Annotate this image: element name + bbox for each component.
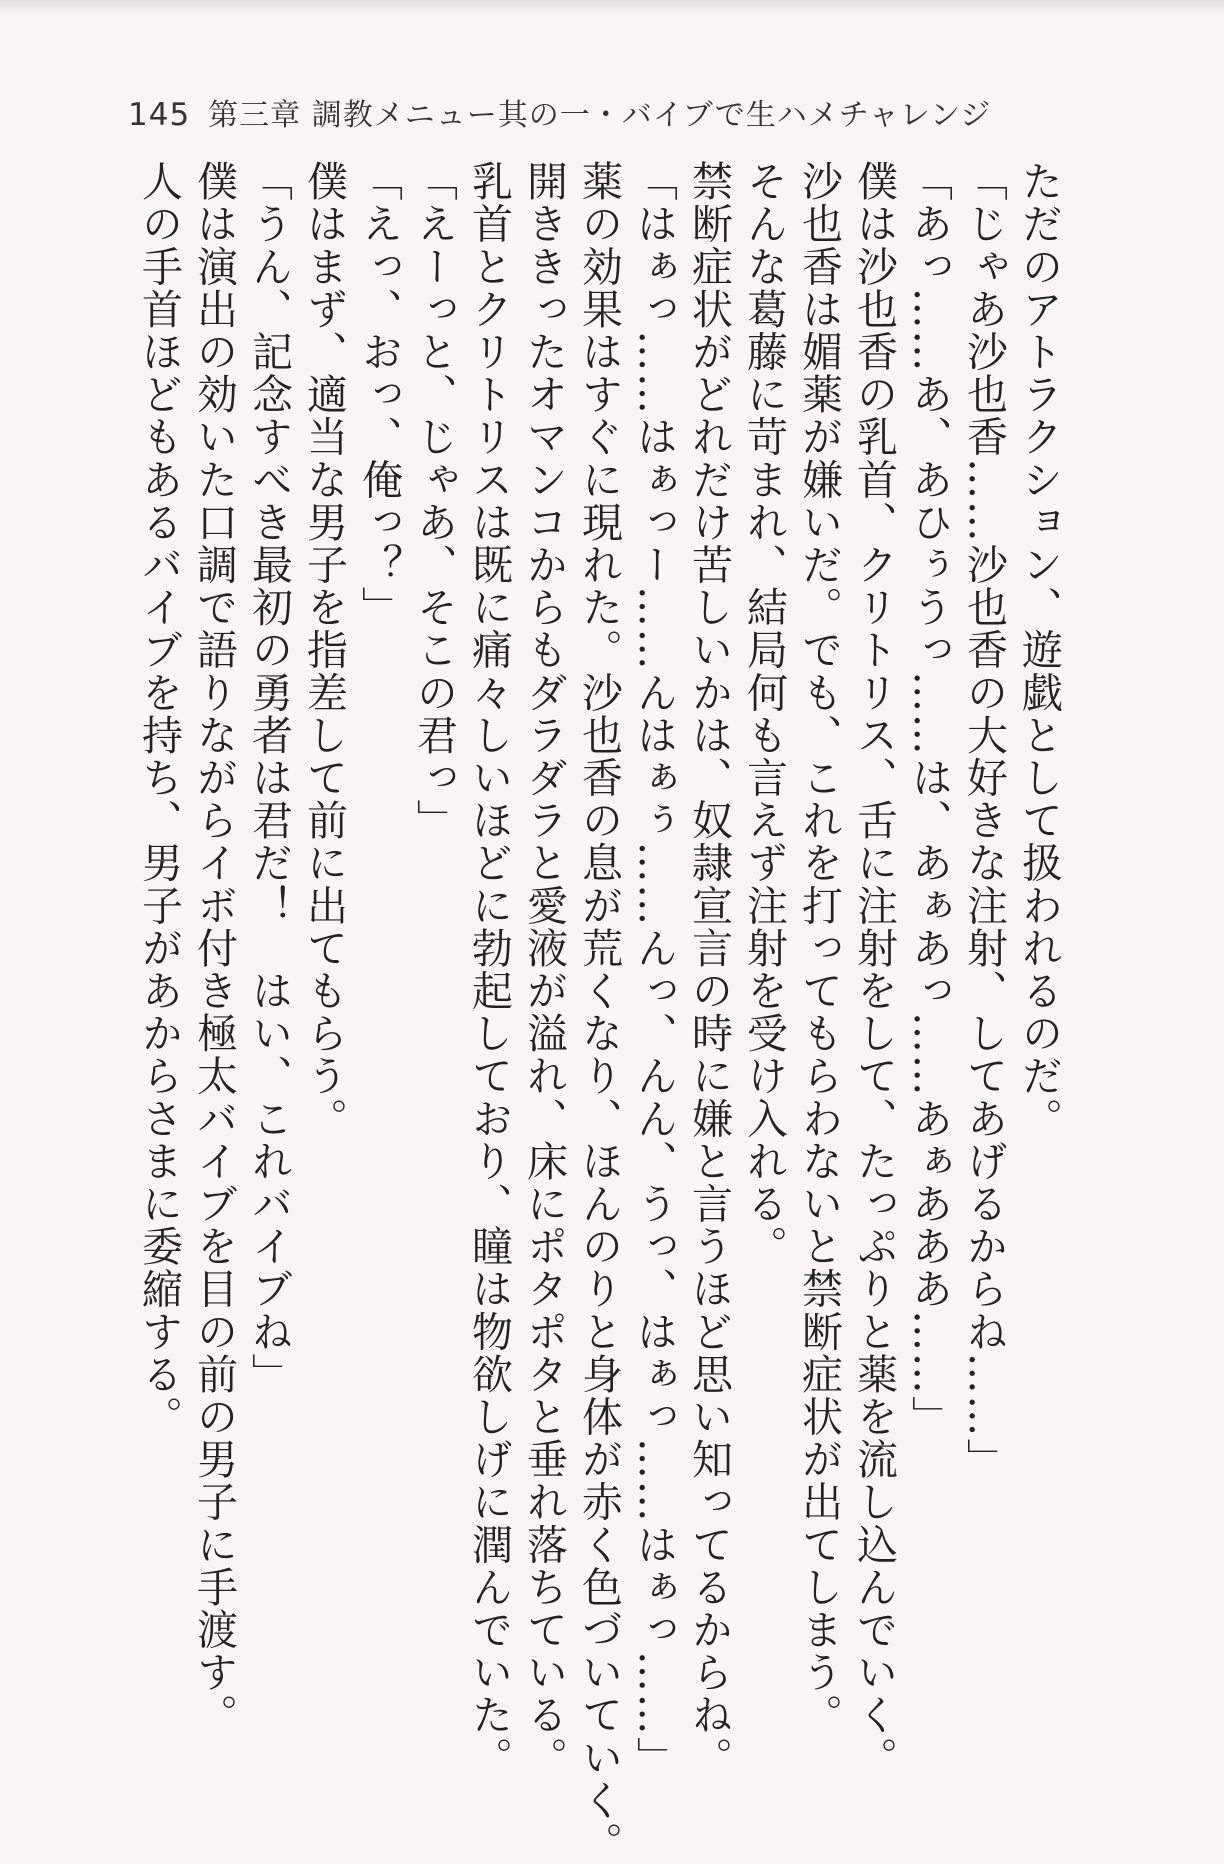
text-line: そんな葛藤に苛まれ、結局何も言えず注射を受け入れる。 xyxy=(740,160,788,1268)
page-number: 145 xyxy=(128,97,191,133)
text-line: ただのアトラクション、遊戯として扱われるのだ。 xyxy=(1015,160,1063,1140)
text-line: 「はぁっ……はぁっー……んはぁぅ……んっ、んん、うっ、はぁっ……はぁっ……」 xyxy=(630,160,678,1779)
running-header xyxy=(128,90,991,134)
text-line: 薬の効果はすぐに現れた。沙也香の息が荒くなり、ほんのりと身体が赤く色づいていく。 xyxy=(575,160,623,1864)
page-edge-shadow xyxy=(0,0,1224,14)
chapter-title: 第三章 調教メニュー其の一・バイブで生ハメチャレンジ xyxy=(208,98,992,133)
text-line: 僕は演出の効いた口調で語りながらイボ付き極太バイブを目の前の男子に手渡す。 xyxy=(190,160,238,1737)
text-line: 人の手首ほどもあるバイブを持ち、男子があからさまに委縮する。 xyxy=(135,160,183,1438)
text-line: 沙也香は媚薬が嫌いだ。でも、これを打ってもらわないと禁断症状が出てしまう。 xyxy=(795,160,843,1737)
text-line: 「えーっと、じゃあ、そこの君っ」 xyxy=(410,160,458,842)
text-line: 僕は沙也香の乳首、クリトリス、舌に注射をして、たっぷりと薬を流し込んでいく。 xyxy=(850,160,898,1779)
text-line: 「うん、記念すべき最初の勇者は君だ！ はい、これバイブね」 xyxy=(245,160,293,1396)
text-line: 開ききったオマンコからもダラダラと愛液が溢れ、床にポタポタと垂れ落ちている。 xyxy=(520,160,568,1779)
text-line: 僕はまず、適当な男子を指差して前に出てもらう。 xyxy=(300,160,348,1140)
text-line: 「えっ、おっ、俺っ？」 xyxy=(355,160,403,629)
vertical-body-text xyxy=(131,160,1066,1864)
text-line: 乳首とクリトリスは既に痛々しいほどに勃起しており、瞳は物欲しげに潤んでいた。 xyxy=(465,160,513,1779)
text-line: 「あっ……あ、あひぅうっ……は、あぁあっ……あぁあああ……」 xyxy=(905,160,953,1438)
text-line: 禁断症状がどれだけ苦しいかは、奴隷宣言の時に嫌と言うほど思い知ってるからね。 xyxy=(685,160,733,1779)
text-line: 「じゃあ沙也香……沙也香の大好きな注射、してあげるからね……」 xyxy=(960,160,1008,1481)
